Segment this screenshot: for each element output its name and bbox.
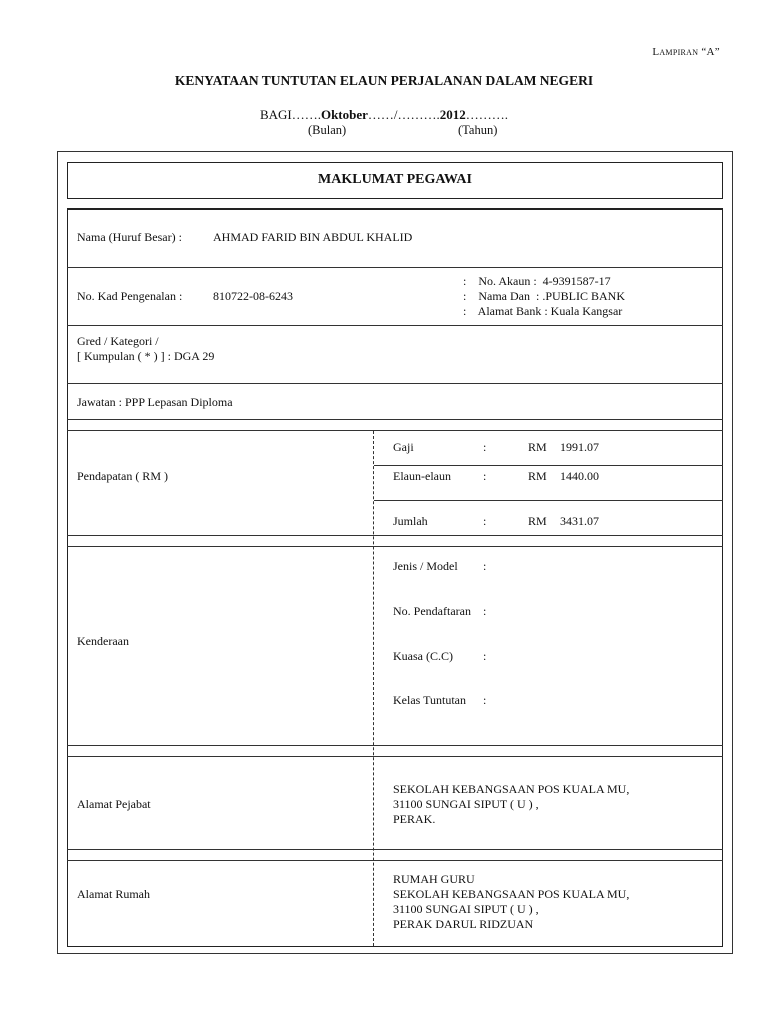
kuasa-colon: : bbox=[483, 649, 487, 663]
period-month: Oktober bbox=[320, 107, 368, 122]
bank-address: : Alamat Bank : Kuala Kangsar bbox=[463, 304, 623, 318]
gred-label: Gred / Kategori / bbox=[77, 334, 159, 348]
month-caption: (Bulan) bbox=[308, 123, 347, 137]
alamat-pejabat-line: SEKOLAH KEBANGSAAN POS KUALA MU, bbox=[393, 782, 630, 796]
row-divider bbox=[67, 860, 723, 861]
jumlah-currency: RM bbox=[528, 514, 547, 528]
form-title: KENYATAAN TUNTUTAN ELAUN PERJALANAN DALAM NEGERI bbox=[174, 73, 594, 88]
year-caption: (Tahun) bbox=[458, 123, 498, 137]
kelas-tuntutan-label: Kelas Tuntutan bbox=[393, 693, 467, 707]
row-divider bbox=[374, 465, 723, 466]
jenis-model-colon: : bbox=[483, 559, 487, 573]
gaji-label: Gaji bbox=[393, 440, 414, 454]
period-year: 2012 bbox=[439, 107, 466, 122]
elaun-colon: : bbox=[483, 469, 487, 483]
no-pendaftaran-label: No. Pendaftaran bbox=[393, 604, 471, 618]
gaji-amount: 1991.07 bbox=[560, 440, 599, 454]
kad-label: No. Kad Pengenalan : bbox=[77, 289, 183, 303]
alamat-pejabat-line: 31100 SUNGAI SIPUT ( U ) , bbox=[393, 797, 539, 811]
gred-value: [ Kumpulan ( * ) ] : DGA 29 bbox=[77, 349, 215, 363]
pendapatan-label: Pendapatan ( RM ) bbox=[77, 469, 168, 483]
jumlah-colon: : bbox=[483, 514, 487, 528]
jenis-model-label: Jenis / Model bbox=[393, 559, 458, 573]
nama-value: AHMAD FARID BIN ABDUL KHALID bbox=[213, 230, 413, 244]
alamat-rumah-line: PERAK DARUL RIDZUAN bbox=[393, 917, 534, 931]
nama-label: Nama (Huruf Besar) : bbox=[77, 230, 182, 244]
row-divider bbox=[67, 383, 723, 384]
row-divider bbox=[67, 546, 723, 547]
kelas-tuntutan-colon: : bbox=[483, 693, 487, 707]
elaun-amount: 1440.00 bbox=[560, 469, 599, 483]
period-prefix: BAGI……. bbox=[259, 107, 321, 122]
jawatan: Jawatan : PPP Lepasan Diploma bbox=[77, 395, 233, 409]
jumlah-label: Jumlah bbox=[393, 514, 428, 528]
row-divider bbox=[67, 430, 723, 431]
row-divider bbox=[374, 500, 723, 501]
period-separator: ……/………. bbox=[367, 107, 440, 122]
kad-value: 810722-08-6243 bbox=[213, 289, 293, 303]
jumlah-amount: 3431.07 bbox=[560, 514, 599, 528]
alamat-rumah-line: 31100 SUNGAI SIPUT ( U ) , bbox=[393, 902, 539, 916]
lampiran-label: Lampiran “A” bbox=[652, 46, 720, 58]
row-divider bbox=[67, 535, 723, 536]
row-divider bbox=[67, 745, 723, 746]
alamat-rumah-line: RUMAH GURU bbox=[393, 872, 475, 886]
elaun-currency: RM bbox=[528, 469, 547, 483]
kuasa-label: Kuasa (C.C) bbox=[393, 649, 453, 663]
row-divider bbox=[67, 756, 723, 757]
elaun-label: Elaun-elaun bbox=[393, 469, 451, 483]
alamat-pejabat-label: Alamat Pejabat bbox=[77, 797, 151, 811]
officer-info-table bbox=[67, 208, 723, 947]
bank-name: : Nama Dan : .PUBLIC BANK bbox=[463, 289, 625, 303]
kenderaan-label: Kenderaan bbox=[77, 634, 129, 648]
gaji-currency: RM bbox=[528, 440, 547, 454]
bank-account: : No. Akaun : 4-9391587-17 bbox=[463, 274, 611, 288]
alamat-rumah-label: Alamat Rumah bbox=[77, 887, 150, 901]
no-pendaftaran-colon: : bbox=[483, 604, 487, 618]
alamat-pejabat-line: PERAK. bbox=[393, 812, 436, 826]
row-divider bbox=[67, 325, 723, 326]
row-divider bbox=[67, 419, 723, 420]
alamat-rumah-line: SEKOLAH KEBANGSAAN POS KUALA MU, bbox=[393, 887, 630, 901]
gaji-colon: : bbox=[483, 440, 487, 454]
period-line bbox=[0, 107, 768, 123]
period-suffix: ………. bbox=[465, 107, 509, 122]
row-divider bbox=[67, 849, 723, 850]
section-title: MAKLUMAT PEGAWAI bbox=[67, 162, 723, 199]
row-divider bbox=[67, 267, 723, 268]
column-divider bbox=[373, 431, 374, 946]
